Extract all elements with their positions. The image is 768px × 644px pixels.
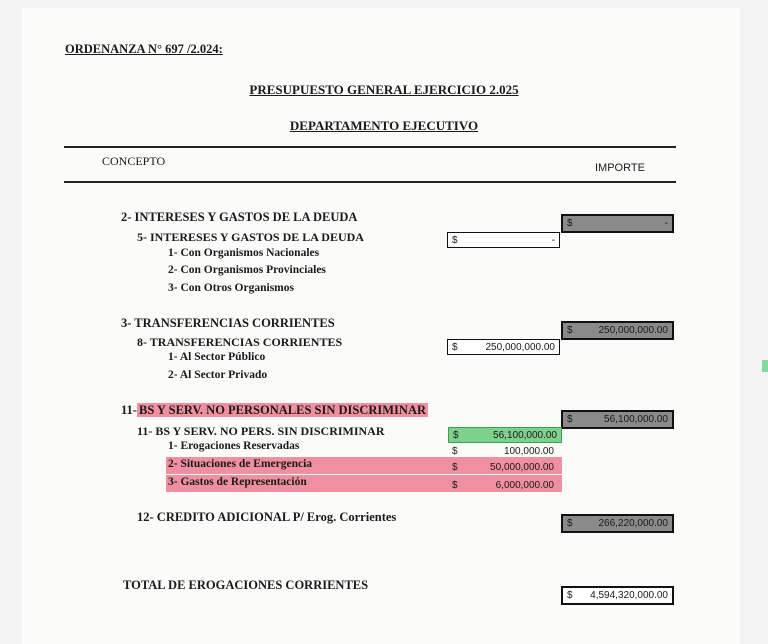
section-services-total: $ 56,100,000.00 [561, 410, 674, 429]
list-item: 1- Erogaciones Reservadas [168, 440, 300, 452]
list-item: 3- Gastos de Representación [168, 476, 307, 488]
item-amount: $ 6,000,000.00 [452, 480, 554, 491]
list-item: 1- Al Sector Público [168, 351, 266, 363]
grand-total-title: TOTAL DE EROGACIONES CORRIENTES [123, 578, 369, 592]
currency-sign: $ [567, 218, 573, 229]
section-credit-title: 12- CREDITO ADICIONAL P/ Erog. Corrientes [137, 510, 397, 524]
item-amount: $ 50,000,000.00 [452, 462, 554, 473]
list-item: 2- Al Sector Privado [168, 369, 268, 381]
header-rule-bottom [64, 181, 676, 183]
section-interest-title: 2- INTERESES Y GASTOS DE LA DEUDA [121, 210, 358, 224]
document-title: PRESUPUESTO GENERAL EJERCICIO 2.025 [249, 82, 519, 97]
subsection-services-title: 11- BS Y SERV. NO PERS. SIN DISCRIMINAR [137, 424, 385, 438]
grand-total-amount: $ 4,594,320,000.00 [561, 586, 674, 605]
section-credit-total: $ 266,220,000.00 [561, 514, 674, 533]
list-item: 2- Con Organismos Provinciales [168, 264, 326, 276]
list-item: 3- Con Otros Organismos [168, 282, 294, 294]
subsection-interest-amount: $ - [447, 232, 560, 248]
section-transfers-title: 3- TRANSFERENCIAS CORRIENTES [121, 316, 335, 330]
list-item: 1- Con Organismos Nacionales [168, 247, 320, 259]
section-interest-total: $ - [561, 214, 674, 233]
list-item: 2- Situaciones de Emergencia [168, 458, 313, 470]
item-amount: $ 100,000.00 [452, 446, 554, 457]
header-rule-top [64, 146, 676, 148]
subsection-transfers-amount: $ 250,000,000.00 [447, 339, 560, 355]
subsection-transfers-title: 8- TRANSFERENCIAS CORRIENTES [137, 335, 343, 349]
subsection-services-amount: $ 56,100,000.00 [448, 427, 562, 443]
document-subtitle: DEPARTAMENTO EJECUTIVO [289, 118, 479, 133]
column-header-amount: IMPORTE [595, 162, 645, 174]
edge-marker [762, 360, 768, 372]
section-services-title: 11- BS Y SERV. NO PERSONALES SIN DISCRIMINAR [121, 403, 426, 417]
section-transfers-total: $ 250,000,000.00 [561, 321, 674, 340]
subsection-interest-title: 5- INTERESES Y GASTOS DE LA DEUDA [137, 230, 364, 244]
column-header-concept: CONCEPTO [102, 154, 166, 168]
ordinance-number: ORDENANZA N° 697 /2.024: [65, 42, 223, 56]
